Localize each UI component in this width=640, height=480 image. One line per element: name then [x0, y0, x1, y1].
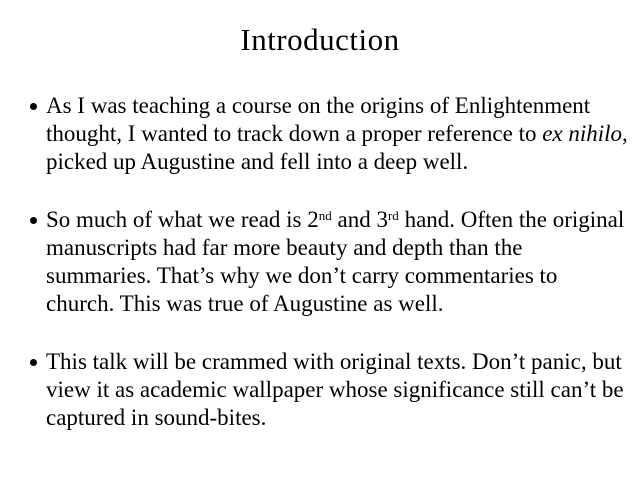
bullet-icon	[28, 92, 46, 110]
list-item	[28, 348, 636, 432]
bullet-text: As I was teaching a course on the origins of Enlightenment thought, I wanted to track down a proper reference to ex nihilo, picked up Augustine and fell into a deep well.	[46, 93, 628, 174]
slide-title: Introduction	[240, 22, 400, 57]
bullet-text: So much of what we read is 2nd and 3rd hand. Often the original manuscripts had far more beauty and depth than the summaries. That’s why we don’t carry commentaries to church. This was true of Augustine as well.	[46, 207, 625, 316]
list-item	[28, 92, 636, 176]
bullet-text: This talk will be crammed with original texts. Don’t panic, but view it as academic wallpaper whose significance still can’t be captured in sound-bites.	[46, 349, 624, 430]
bullet-icon	[28, 348, 46, 366]
bullet-list	[28, 92, 636, 432]
bullet-icon	[28, 206, 46, 224]
list-item	[28, 206, 636, 318]
